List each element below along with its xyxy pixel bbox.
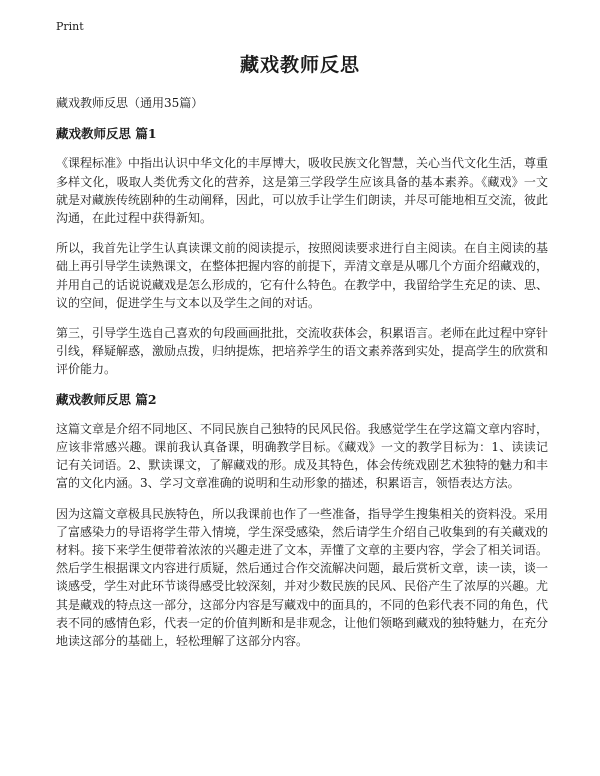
document-body — [56, 94, 548, 662]
section-2 — [56, 391, 548, 651]
section-heading: 藏戏教师反思 篇2 — [56, 391, 157, 407]
section-heading: 藏戏教师反思 篇1 — [56, 126, 157, 142]
paragraph: 第三，引导学生选自己喜欢的句段画画批批，交流收获体会，积累语言。老师在此过程中穿针引线，释疑解惑，激励点拨，归纳提炼，把培养学生的语文素养落到实处，提高学生的欣赏和评价能力。 — [56, 326, 549, 377]
paragraph: 因为这篇文章极具民族特色，所以我课前也作了一些准备，指导学生搜集相关的资料没。采用了富感染力的导语将学生带入情境，学生深受感染，然后请学生介绍自己收集到的有关藏戏的材料。接下来学生便带着浓浓的兴趣走进了文本，弄懂了文章的主要内容，学会了相关词语。然后学生根据课文内容进行质疑，然后通过合作交流解决问题，最后赏析文章，读一读，谈一谈感受，学生对此环节谈得感受比较深刻，并对少数民族的民风、民俗产生了浓厚的兴趣。尤其是藏戏的特点这一部分，这部分内容是写藏戏中的面具的，不同的色彩代表不同的角色，代表不同的感情色彩，代表一定的价值判断和是非观念，让他们领略到藏戏的独特魅力，在充分地读这部分的基础上，轻松理解了这部分内容。 — [56, 506, 549, 649]
page-title: 藏戏教师反思 — [239, 54, 360, 76]
paragraph: 《课程标准》中指出认识中华文化的丰厚博大，吸收民族文化智慧，关心当代文化生活，尊重多样文化，吸取人类优秀文化的营养，这是第三学段学生应该具备的基本素养。《藏戏》一文就是对藏族传统剧种的生动阐释，因此，可以放手让学生们朗读，并尽可能地相互交流，彼此沟通，在此过程中获得新知。 — [56, 156, 549, 226]
paragraph: 这篇文章是介绍不同地区、不同民族自己独特的民风民俗。我感觉学生在学这篇文章内容时，应该非常感兴趣。课前我认真备课，明确教学目标。《藏戏》一文的教学目标为：1、读读记记有关词语。2、默读课文，了解藏戏的形。成及其特色，体会传统戏剧艺术独特的魅力和丰富的文化内涵。3、学习文章准确的说明和生动形象的描述，积累语言，领悟表达方法。 — [56, 421, 549, 491]
document-subtitle: 藏戏教师反思（通用35篇） — [56, 96, 204, 110]
print-link[interactable]: Print — [56, 20, 84, 33]
section-1 — [56, 125, 548, 378]
paragraph: 所以，我首先让学生认真读课文前的阅读提示，按照阅读要求进行自主阅读。在自主阅读的基础上再引导学生读熟课文，在整体把握内容的前提下，弄清文章是从哪几个方面介绍藏戏的，并用自己的话说说藏戏是怎么形成的，它有什么特色。在教学中，我留给学生充足的读、思、议的空间，促进学生与文本以及学生之间的对话。 — [56, 241, 549, 310]
